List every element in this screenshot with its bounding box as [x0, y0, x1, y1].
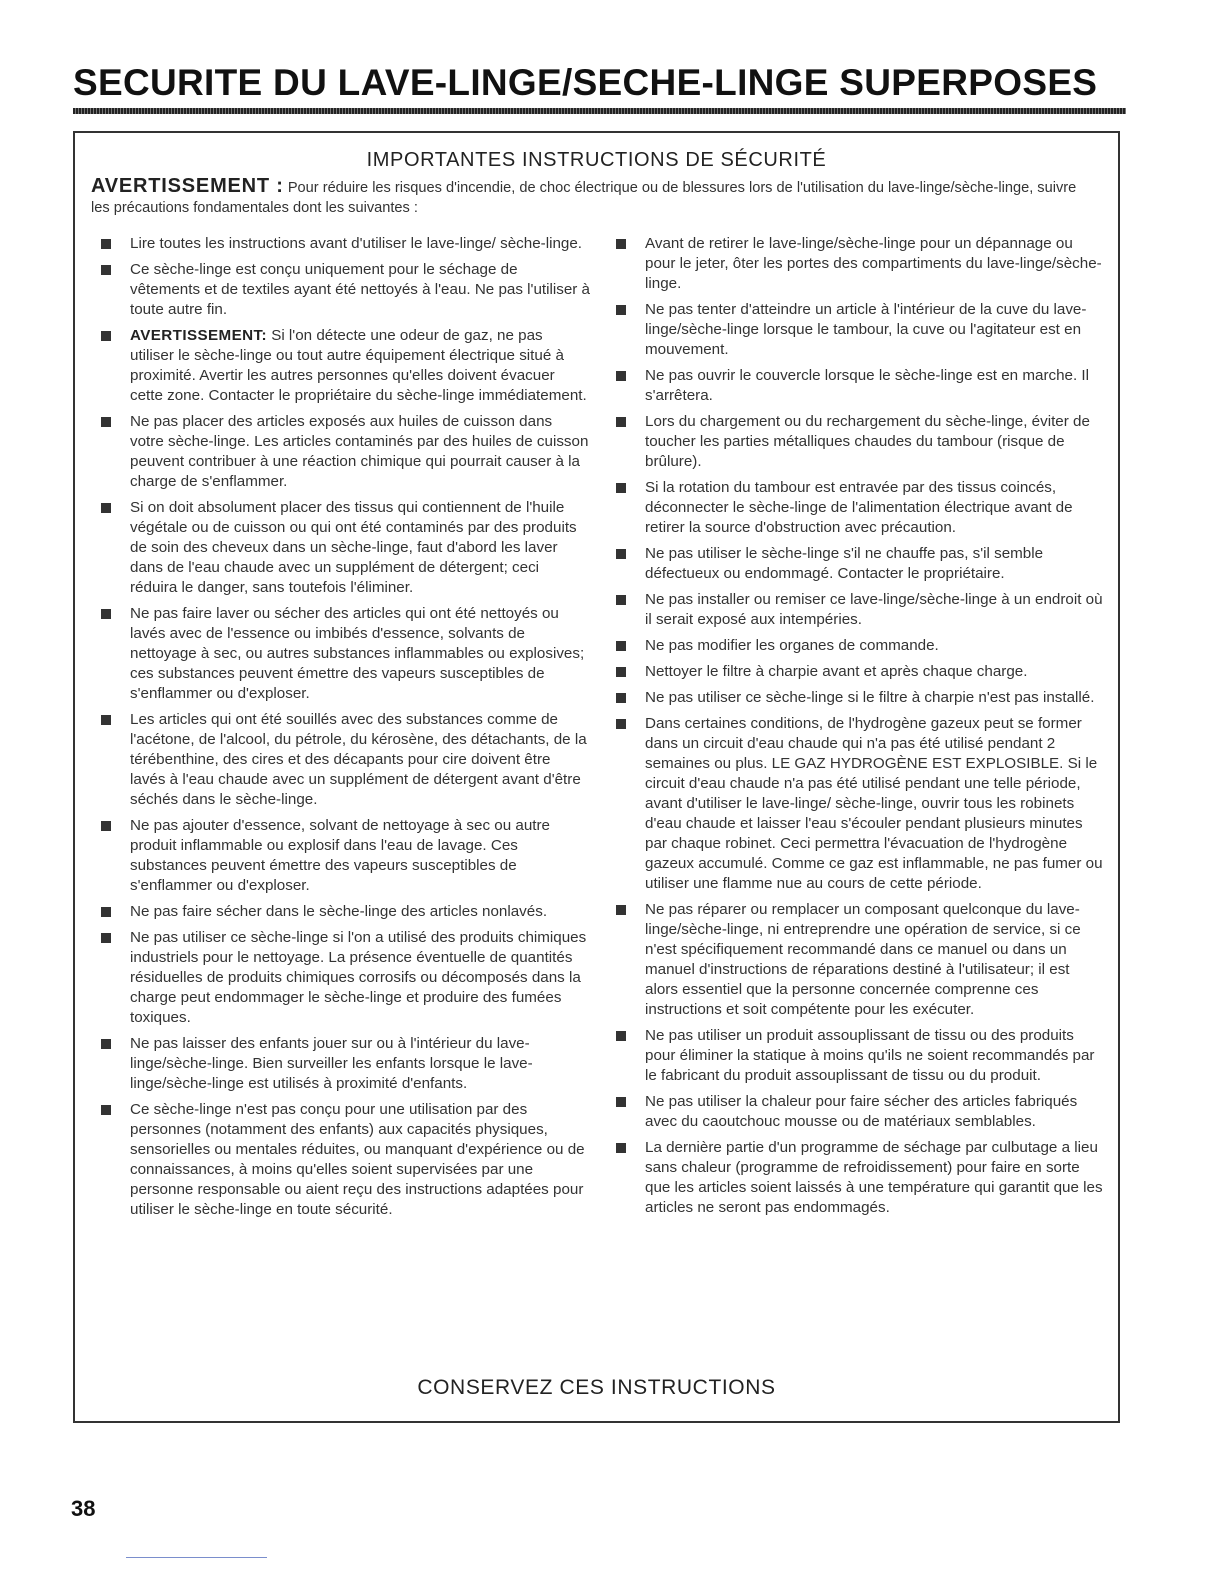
page-title: SECURITE DU LAVE-LINGE/SECHE-LINGE SUPERPOSES	[73, 62, 1098, 103]
list-item-text: Ne pas utiliser le sèche-linge s'il ne chauffe pas, s'il semble défectueux ou endommagé. Contacter le propriétaire.	[645, 545, 1044, 582]
square-bullet-icon	[101, 907, 111, 917]
list-item-text: Ne pas ouvrir le couvercle lorsque le sèche-linge est en marche. Il s'arrêtera.	[645, 367, 1090, 404]
square-bullet-icon	[616, 371, 626, 381]
list-item	[100, 326, 590, 406]
list-item-text: Avant de retirer le lave-linge/sèche-linge pour un dépannage ou pour le jeter, ôter les portes des compartiments du lave-linge/sèche-linge.	[645, 235, 1102, 292]
list-item	[615, 662, 1105, 682]
list-item-text: Ne pas placer des articles exposés aux huiles de cuisson dans votre sèche-linge. Les articles contaminés par des huiles de cuisson peuvent contribuer à une réaction chimique qui pourrait causer à la charge de s'enflammer.	[130, 413, 589, 490]
list-item	[615, 1092, 1105, 1132]
list-item-text: Ce sèche-linge est conçu uniquement pour le séchage de vêtements et de textiles ayant été nettoyés à l'eau. Ne pas l'utiliser à toute autre fin.	[130, 261, 590, 318]
list-item-text: Lors du chargement ou du rechargement du sèche-linge, éviter de toucher les parties métalliques chaudes du tambour (risque de brûlure).	[645, 413, 1090, 470]
list-item	[100, 604, 590, 704]
list-item	[100, 498, 590, 598]
list-item	[615, 234, 1105, 294]
square-bullet-icon	[101, 503, 111, 513]
list-item	[100, 710, 590, 810]
left-column-list	[100, 234, 590, 1226]
list-item-text: Ne pas utiliser ce sèche-linge si le filtre à charpie n'est pas installé.	[645, 689, 1095, 706]
list-item	[615, 1138, 1105, 1218]
list-item-text: Ne pas réparer ou remplacer un composant quelconque du lave-linge/sèche-linge, ni entreprendre une opération de service, si ce n'est spécifiquement recommandé dans ce manuel ou dans un manuel d'instructions de réparations destiné à l'utilisateur; il est alors essentiel que la personne concernée comprenne ces instructions et soit compétente pour les exécuter.	[645, 901, 1081, 1018]
list-item-text: Les articles qui ont été souillés avec des substances comme de l'acétone, de l'alcool, du pétrole, du kérosène, des détachants, de la térébenthine, des cires et des décapants pour cire doivent être lavés à l'eau chaude avec un supplément de détergent avant d'être séchés dans le sèche-linge.	[130, 711, 587, 808]
list-item	[100, 902, 590, 922]
list-item-text: Ne pas faire sécher dans le sèche-linge des articles nonlavés.	[130, 903, 548, 920]
list-item	[615, 688, 1105, 708]
square-bullet-icon	[616, 595, 626, 605]
box-footer: CONSERVEZ CES INSTRUCTIONS	[417, 1376, 776, 1399]
list-item-text: La dernière partie d'un programme de séchage par culbutage a lieu sans chaleur (programme de refroidissement) pour faire en sorte que les articles soient laissés à une température qui garantit que les articles ne seront pas endommagés.	[645, 1139, 1103, 1216]
list-item	[615, 1026, 1105, 1086]
square-bullet-icon	[616, 1143, 626, 1153]
list-item	[100, 1034, 590, 1094]
list-item	[100, 234, 590, 254]
square-bullet-icon	[101, 265, 111, 275]
warning-label: AVERTISSEMENT :	[91, 175, 284, 197]
list-item-text: Si l'on détecte une odeur de gaz, ne pas utiliser le sèche-linge ou tout autre équipement électrique situé à proximité. Avertir les autres personnes qu'elles doivent évacuer cette zone. Contacter le propriétaire du sèche-linge immédiatement.	[130, 327, 587, 404]
list-item	[615, 636, 1105, 656]
list-item	[100, 928, 590, 1028]
square-bullet-icon	[616, 417, 626, 427]
list-item-text: Ne pas utiliser un produit assouplissant de tissu ou des produits pour éliminer la statique à moins qu'ils ne soient recommandés par le fabricant du produit assouplissant de tissu ou du produit.	[645, 1027, 1095, 1084]
square-bullet-icon	[101, 933, 111, 943]
list-item-text: Ne pas installer ou remiser ce lave-linge/sèche-linge à un endroit où il serait exposé aux intempéries.	[645, 591, 1103, 628]
square-bullet-icon	[616, 641, 626, 651]
list-item	[100, 412, 590, 492]
list-item-text: Si on doit absolument placer des tissus qui contiennent de l'huile végétale ou de cuisson ou qui ont été contaminés par des produits de soin des cheveux dans un sèche-linge, faut d'abord les laver dans de l'eau chaude avec un supplément de détergent; ceci réduira le danger, sans toutefois l'éliminer.	[130, 499, 577, 596]
list-item	[615, 478, 1105, 538]
page-number: 38	[71, 1496, 96, 1521]
list-item-text: Ne pas tenter d'atteindre un article à l'intérieur de la cuve du lave-linge/sèche-linge lorsque le tambour, la cuve ou l'agitateur est en mouvement.	[645, 301, 1087, 358]
square-bullet-icon	[616, 667, 626, 677]
list-item	[615, 714, 1105, 894]
list-item	[100, 260, 590, 320]
right-column-list	[615, 234, 1105, 1224]
list-item-text: Nettoyer le filtre à charpie avant et après chaque charge.	[645, 663, 1028, 680]
list-item	[615, 412, 1105, 472]
square-bullet-icon	[101, 821, 111, 831]
warning-text: Pour réduire les risques d'incendie, de choc électrique ou de blessures lors de l'utilisation du lave-linge/sèche-linge, suivre les précautions fondamentales dont les suivantes :	[91, 180, 1077, 216]
list-item	[615, 590, 1105, 630]
square-bullet-icon	[616, 305, 626, 315]
title-divider	[73, 108, 1126, 114]
bottom-divider	[126, 1557, 267, 1558]
square-bullet-icon	[101, 609, 111, 619]
box-heading: IMPORTANTES INSTRUCTIONS DE SÉCURITÉ	[366, 149, 827, 171]
list-item	[100, 816, 590, 896]
list-item-text: Dans certaines conditions, de l'hydrogène gazeux peut se former dans un circuit d'eau chaude qui n'a pas été utilisé pendant 2 semaines ou plus. LE GAZ HYDROGÈNE EST EXPLOSIBLE. Si le circuit d'eau chaude n'a pas été utilisé pendant une telle période, avant d'utiliser le lave-linge/ sèche-linge, ouvrir tous les robinets d'eau chaude et laisser l'eau s'écouler pendant plusieurs minutes par chaque robinet. Ceci permettra l'évacuation de l'hydrogène gazeux accumulé. Comme ce gaz est inflammable, ne pas fumer ou utiliser une flamme nue au cours de cette période.	[645, 715, 1103, 892]
square-bullet-icon	[101, 1039, 111, 1049]
list-item-text: Ne pas utiliser la chaleur pour faire sécher des articles fabriqués avec du caoutchouc mousse ou de matériaux semblables.	[645, 1093, 1078, 1130]
list-item-text: Ne pas modifier les organes de commande.	[645, 637, 939, 654]
list-item	[615, 300, 1105, 360]
square-bullet-icon	[101, 239, 111, 249]
square-bullet-icon	[616, 549, 626, 559]
warning-paragraph	[91, 176, 1098, 218]
list-item	[615, 366, 1105, 406]
list-item-text: Ce sèche-linge n'est pas conçu pour une utilisation par des personnes (notamment des enfants) aux capacités physiques, sensorielles ou mentales réduites, ou manquant d'expérience ou de connaissances, à moins qu'elles soient supervisées par une personne responsable ou aient reçu des instructions adaptées pour utiliser le sèche-linge en toute sécurité.	[130, 1101, 585, 1218]
square-bullet-icon	[616, 719, 626, 729]
square-bullet-icon	[616, 1097, 626, 1107]
square-bullet-icon	[616, 693, 626, 703]
list-item-text: Ne pas utiliser ce sèche-linge si l'on a utilisé des produits chimiques industriels pour le nettoyage. La présence éventuelle de quantités résiduelles de produits chimiques corrosifs ou décomposés dans la charge peut endommager le sèche-linge et produire des fumées toxiques.	[130, 929, 587, 1026]
list-item-lead: AVERTISSEMENT:	[130, 327, 267, 344]
square-bullet-icon	[616, 905, 626, 915]
safety-instructions-box	[73, 131, 1120, 1423]
list-item	[615, 900, 1105, 1020]
square-bullet-icon	[616, 239, 626, 249]
list-item	[615, 544, 1105, 584]
list-item-text: Ne pas laisser des enfants jouer sur ou à l'intérieur du lave-linge/sèche-linge. Bien surveiller les enfants lorsque le lave-linge/sèche-linge est utilisés à proximité d'enfants.	[130, 1035, 533, 1092]
list-item	[100, 1100, 590, 1220]
list-item-text: Si la rotation du tambour est entravée par des tissus coincés, déconnecter le sèche-linge de l'alimentation électrique avant de retirer la source d'obstruction avec précaution.	[645, 479, 1073, 536]
square-bullet-icon	[101, 1105, 111, 1115]
square-bullet-icon	[101, 715, 111, 725]
square-bullet-icon	[101, 331, 111, 341]
list-item-text: Ne pas ajouter d'essence, solvant de nettoyage à sec ou autre produit inflammable ou explosif dans l'eau de lavage. Ces substances peuvent émettre des vapeurs susceptibles de s'enflammer ou d'exploser.	[130, 817, 550, 894]
list-item-text: Lire toutes les instructions avant d'utiliser le lave-linge/ sèche-linge.	[130, 235, 583, 252]
square-bullet-icon	[616, 483, 626, 493]
list-item-text: Ne pas faire laver ou sécher des articles qui ont été nettoyés ou lavés avec de l'essence ou imbibés d'essence, solvants de nettoyage à sec, ou autres substances inflammables ou explosives; ces substances peuvent émettre des vapeurs susceptibles de s'enflammer ou d'exploser.	[130, 605, 585, 702]
square-bullet-icon	[101, 417, 111, 427]
square-bullet-icon	[616, 1031, 626, 1041]
